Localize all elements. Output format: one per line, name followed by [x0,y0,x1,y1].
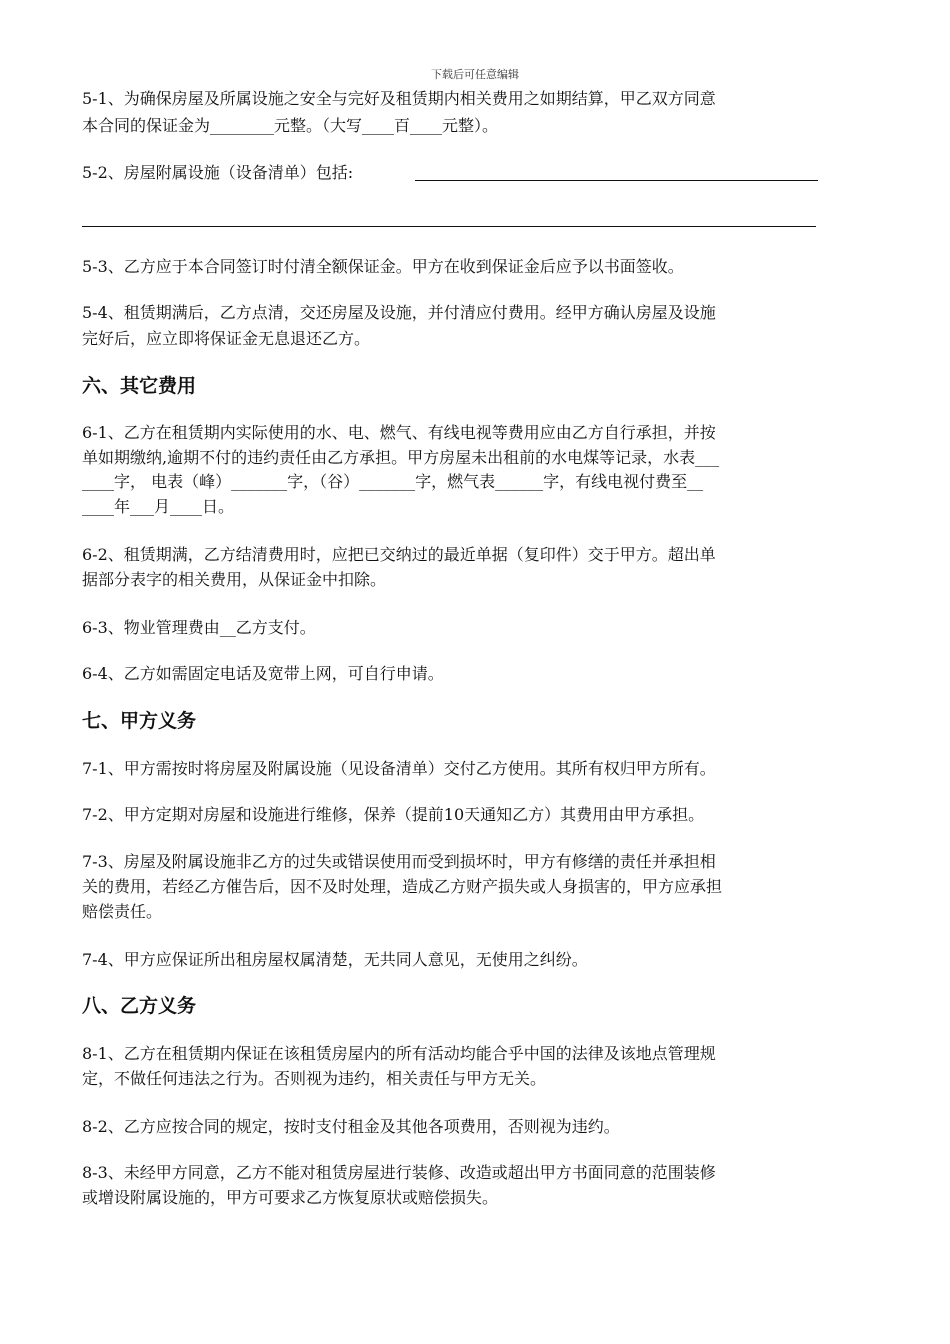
clause-6-3: 6-3、物业管理费由__乙方支付。 [82,618,316,637]
section-heading-8: 八、乙方义务 [82,995,197,1017]
clause-6-2-line-2: 据部分表字的相关费用，从保证金中扣除。 [82,570,387,589]
clause-6-1-line-1: 6-1、乙方在租赁期内实际使用的水、电、燃气、有线电视等费用应由乙方自行承担，并按 [82,423,716,442]
clause-5-2: 5-2、房屋附属设施（设备清单）包括: [82,163,354,182]
page-header: 下载后可任意编辑 [431,68,519,81]
clause-7-3-line-2: 关的费用，若经乙方催告后，因不及时处理，造成乙方财产损失或人身损害的，甲方应承担 [82,877,723,896]
clause-7-1: 7-1、甲方需按时将房屋及附属设施（见设备清单）交付乙方使用。其所有权归甲方所有。 [82,759,716,778]
section-heading-7: 七、甲方义务 [82,710,197,732]
clause-7-2: 7-2、甲方定期对房屋和设施进行维修，保养（提前10天通知乙方）其费用由甲方承担。 [82,805,705,824]
clause-5-1-line-2: 本合同的保证金为________元整。（大写____百____元整）。 [82,116,499,135]
clause-5-4-line-2: 完好后，应立即将保证金无息退还乙方。 [82,329,371,348]
clause-6-1-line-2: 单如期缴纳,逾期不付的违约责任由乙方承担。甲方房屋未出租前的水电煤等记录，水表___ [82,448,720,467]
clause-6-2-line-1: 6-2、租赁期满，乙方结清费用时，应把已交纳过的最近单据（复印件）交于甲方。超出单 [82,545,716,564]
clause-7-3-line-1: 7-3、房屋及附属设施非乙方的过失或错误使用而受到损坏时，甲方有修缮的责任并承担相 [82,852,716,871]
clause-7-4: 7-4、甲方应保证所出租房屋权属清楚，无共同人意见，无使用之纠纷。 [82,950,588,969]
fill-in-rule [82,226,816,227]
clause-6-4: 6-4、乙方如需固定电话及宽带上网，可自行申请。 [82,664,444,683]
fill-in-rule [415,180,818,181]
clause-6-1-line-3: ____字， 电表（峰）_______字，（谷）_______字，燃气表______字，有线电视付费至__ [82,472,704,491]
clause-8-1-line-1: 8-1、乙方在租赁期内保证在该租赁房屋内的所有活动均能合乎中国的法律及该地点管理规 [82,1044,716,1063]
section-heading-6: 六、其它费用 [82,375,197,397]
clause-5-4-line-1: 5-4、租赁期满后，乙方点清，交还房屋及设施，并付清应付费用。经甲方确认房屋及设施 [82,303,716,322]
clause-5-1-line-1: 5-1、为确保房屋及所属设施之安全与完好及租赁期内相关费用之如期结算，甲乙双方同意 [82,89,716,108]
clause-8-2: 8-2、乙方应按合同的规定，按时支付租金及其他各项费用，否则视为违约。 [82,1117,620,1136]
clause-8-3-line-1: 8-3、未经甲方同意，乙方不能对租赁房屋进行装修、改造或超出甲方书面同意的范围装修 [82,1163,716,1182]
clause-8-3-line-2: 或增设附属设施的，甲方可要求乙方恢复原状或赔偿损失。 [82,1188,499,1207]
clause-8-1-line-2: 定，不做任何违法之行为。否则视为违约，相关责任与甲方无关。 [82,1069,547,1088]
clause-7-3-line-3: 赔偿责任。 [82,902,163,921]
clause-6-1-line-4: ____年___月____日。 [82,497,235,516]
clause-5-3: 5-3、乙方应于本合同签订时付清全额保证金。甲方在收到保证金后应予以书面签收。 [82,257,684,276]
